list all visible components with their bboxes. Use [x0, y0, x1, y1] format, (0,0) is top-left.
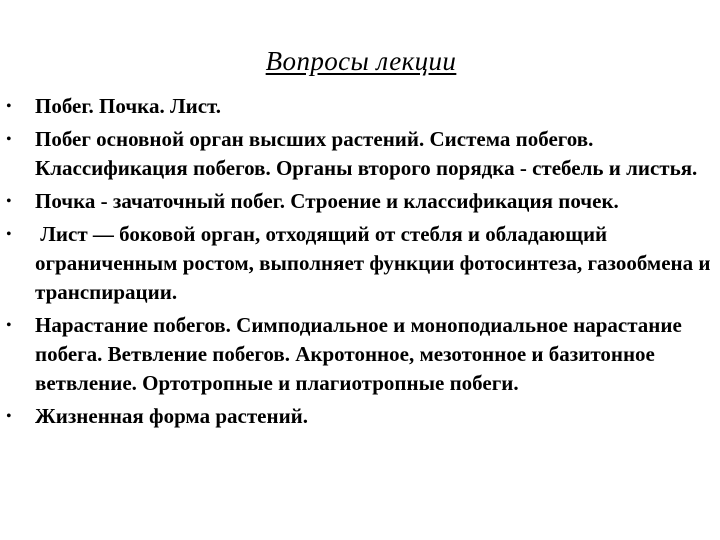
list-item-text: Лист — боковой орган, отходящий от стебля и обладающий ограниченным ростом, выполняет функции фотосинтеза, газообмена и транспирации.: [35, 222, 716, 304]
list-item: [0, 311, 720, 398]
list-item-text: Почка - зачаточный побег. Строение и классификация почек.: [35, 189, 619, 213]
bullet-icon: •: [6, 408, 12, 425]
list-item: [0, 220, 720, 307]
bullet-icon: •: [6, 226, 12, 243]
bullet-icon: •: [6, 131, 12, 148]
list-item: [0, 187, 720, 216]
bullet-icon: •: [6, 193, 12, 210]
slide-title: Вопросы лекции: [265, 46, 457, 76]
list-item: [0, 402, 720, 431]
bullet-list: [0, 92, 720, 435]
list-item-text: Жизненная форма растений.: [35, 404, 309, 428]
list-item-text: Побег. Почка. Лист.: [35, 94, 222, 118]
bullet-icon: •: [6, 98, 12, 115]
bullet-icon: •: [6, 317, 12, 334]
list-item-text: Нарастание побегов. Симподиальное и моноподиальное нарастание побега. Ветвление побегов. Акротонное, мезотонное и базитонное ветвление. Ортотропные и плагиотропные побеги.: [35, 313, 682, 395]
list-item: [0, 92, 720, 121]
list-item: [0, 125, 720, 183]
list-item-text: Побег основной орган высших растений. Система побегов. Классификация побегов. Органы второго порядка - стебель и листья.: [35, 127, 698, 180]
